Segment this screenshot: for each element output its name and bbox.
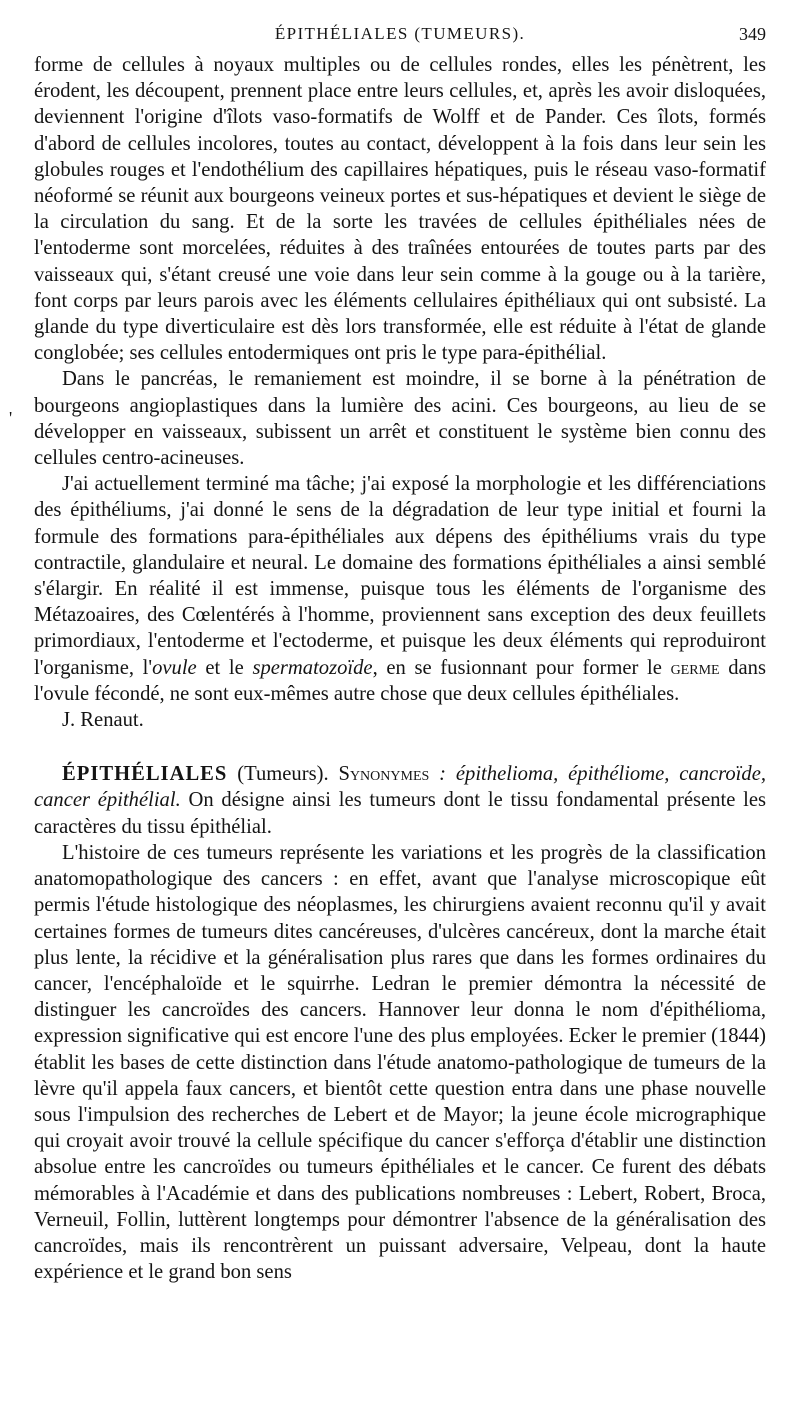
- margin-mark: ': [9, 408, 13, 428]
- entry-headword: ÉPITHÉLIALES: [62, 763, 228, 786]
- entry-head-paren: (Tumeurs).: [227, 763, 339, 786]
- term-ovule: ovule: [152, 656, 197, 679]
- paragraph-continuation: forme de cellules à noyaux multiples ou de cellules rondes, elles les pénètrent, les érodent, les découpent, prennent place entre leurs cellules, et, après les avoir disloquées, deviennent l'origine d'îlots vaso-formatifs de Wolff et de Pander. Ces îlots, formés d'abord de cellules incolores, toutes au contact, développent à la fois dans leur sein les globules rouges et l'endothélium des capillaires hépatiques, puis le réseau vaso-formatif néoformé se réunit aux bourgeons veineux portes et sus-hépatiques et devient le siège de la circulation du sang. Et de la sorte les travées de cellules épithéliales nées de l'entoderme sont morcelées, réduites à des traînées entourées de toutes parts par des vaisseaux qui, s'étant creusé une voie dans leur sein comme à la gouge ou à la tarière, font corps par leurs parois avec les éléments cellulaires épithéliaux qui ont subsisté. La glande du type diverticulaire est dès lors transformée, elle est réduite à l'état de glande conglobée; ses cellules entodermiques ont pris le type para-épithélial.: [34, 54, 766, 365]
- term-germe: germe: [670, 656, 720, 679]
- running-header: [34, 22, 766, 52]
- entry-definition: On désigne ainsi les tumeurs dont le tissu fondamental présente les caractères du tissu épithélial.: [34, 789, 767, 838]
- conclusion-text-4: dans l'ovule fécondé, ne sont eux-mêmes autre chose que deux cellules épithéliales.: [34, 656, 766, 705]
- term-spermatozoide: spermatozoïde: [252, 656, 373, 679]
- conclusion-text-3: , en se fusionnant pour former le: [372, 656, 671, 679]
- paragraph-pancreas: Dans le pancréas, le remaniement est moindre, il se borne à la pénétration de bourgeons angioplastiques dans la lumière des acini. Ces bourgeons, au lieu de se développer en vaisseaux, subissent un arrêt et constituent le système bien connu des cellules centro-acineuses.: [34, 368, 766, 470]
- author-signature: J. Renaut.: [62, 709, 144, 732]
- conclusion-text: J'ai actuellement terminé ma tâche; j'ai exposé la morphologie et les différenciations des épithéliums, j'ai donné le sens de la dégradation de leur type initial et fourni la formule des formations para-épithéliales aux dépens des épithéliums vrais du type contractile, glandulaire et neural. Le domaine des formations épithéliales a ainsi semblé s'élargir. En réalité il est immense, puisque tous les éléments de l'organisme des Métazoaires, des Cœlentérés à l'homme, proviennent sans exception des deux feuillets primordiaux, l'entoderme et l'ectoderme, et puisque les deux éléments qui reproduiront l'organisme, l': [34, 473, 766, 679]
- running-title: ÉPITHÉLIALES (TUMEURS).: [274, 24, 526, 43]
- entry-heading-paragraph: [34, 761, 766, 840]
- article-body: [34, 52, 766, 1285]
- conclusion-text-2: et le: [196, 656, 253, 679]
- synonyms-label: Synonymes: [338, 763, 430, 786]
- section-gap: [34, 733, 766, 761]
- page: [34, 22, 766, 1285]
- paragraph-history: L'histoire de ces tumeurs représente les variations et les progrès de la classification anatomopathologique des cancers : en effet, avant que l'analyse microscopique eût permis l'étude histologique des néoplasmes, les chirurgiens avaient reconnu qu'il y avait certaines formes de tumeurs dites cancéreuses, d'ulcères cancéreux, dont la marche était plus lente, la récidive et la généralisation plus rares que dans les formes ordinaires du cancer, l'encéphaloïde et le squirrhe. Ledran le premier démontra la nécessité de distinguer les cancroïdes des cancers. Hannover leur donna le nom d'épithélioma, expression significative qui est encore l'une des plus employées. Ecker le premier (1844) établit les bases de cette distinction dans l'étude anatomo-pathologique de tumeurs de la lèvre qu'il appela faux cancers, et bientôt cette question entra dans une phase nouvelle sous l'impulsion des recherches de Lebert et de Mayor; la jeune école micrographique qui croyait avoir trouvé la cellule spécifique du cancer s'efforça d'établir une distinction absolue entre les cancroïdes ou tumeurs épithéliales et le cancer. Ce furent des débats mémorables à l'Académie et dans des publications nombreuses : Lebert, Robert, Broca, Verneuil, Follin, luttèrent longtemps pour démontrer l'absence de la généralisation des cancroïdes, mais ils rencontrèrent un puissant adversaire, Velpeau, dont la haute expérience et le grand bon sens: [34, 841, 766, 1284]
- synonyms-list: : épithelioma, épithéliome, cancroïde, cancer épithélial.: [34, 763, 766, 812]
- page-number: 349: [739, 24, 766, 44]
- paragraph-conclusion: [34, 471, 766, 733]
